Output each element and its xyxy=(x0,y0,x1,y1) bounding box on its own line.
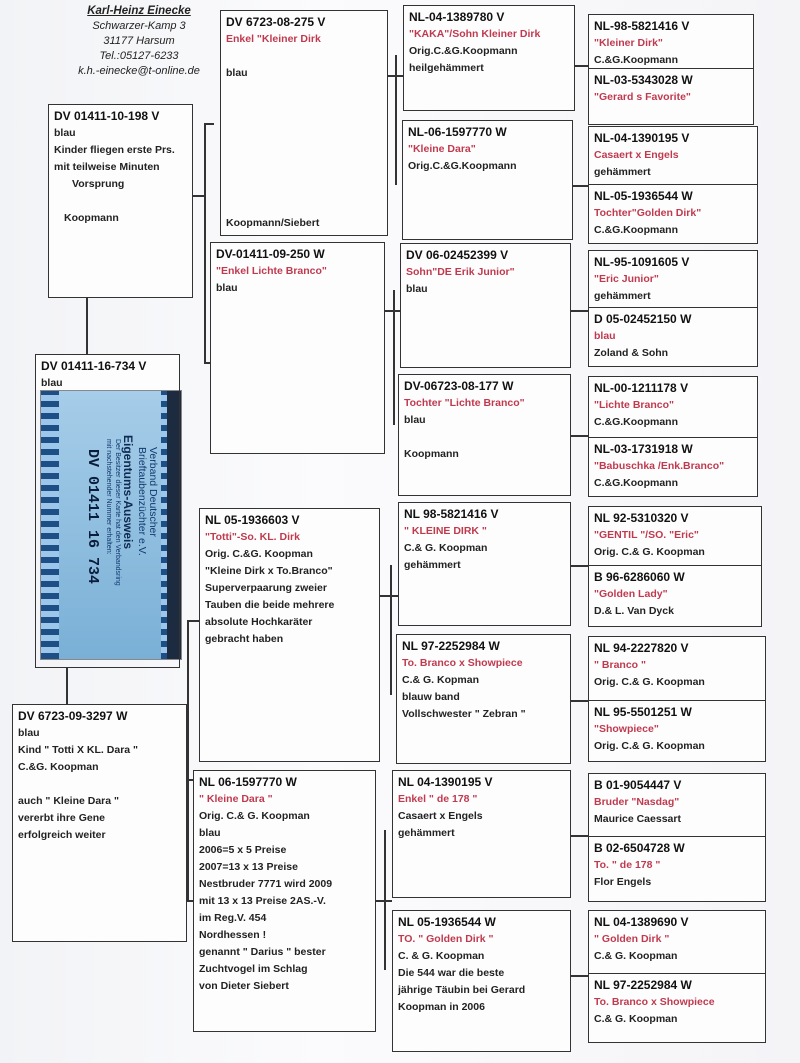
pigeon-info-line: auch " Kleine Dara " xyxy=(18,795,119,807)
pigeon-box-mother xyxy=(12,704,187,942)
pigeon-info-line: Tochter "Lichte Branco" xyxy=(404,397,525,409)
ring-number: DV 06-02452399 V xyxy=(406,248,509,262)
pigeon-info-line: C.&G.Koopmann xyxy=(594,416,678,428)
ring-number: NL 92-5310320 V xyxy=(594,511,689,525)
pigeon-info-line: gehämmert xyxy=(594,290,651,302)
pigeon-info-line: Vollschwester " Zebran " xyxy=(402,708,526,720)
ring-number: DV 6723-09-3297 W xyxy=(18,709,128,723)
connector-line xyxy=(571,835,588,837)
pigeon-info-line xyxy=(226,150,382,167)
pigeon-box-g11 xyxy=(588,636,766,701)
pigeon-box-g2 xyxy=(588,68,754,125)
pigeon-info-line: erfolgreich weiter xyxy=(18,829,106,841)
pigeon-info-line: blauw band xyxy=(402,691,460,703)
pigeon-info-line: To. Branco x Showpiece xyxy=(594,996,715,1008)
breeder-header xyxy=(64,4,214,79)
connector-line xyxy=(573,185,588,187)
card-title: Eigentums-Ausweis xyxy=(121,435,135,550)
pigeon-info-line: "Golden Lady" xyxy=(594,588,668,600)
pigeon-info-line: Bruder "Nasdag" xyxy=(594,796,680,808)
pigeon-box-g6 xyxy=(588,307,758,367)
pigeon-info-line: Nordhessen ! xyxy=(199,929,267,941)
pigeon-info-line: blau xyxy=(216,282,238,294)
pigeon-info-line xyxy=(54,193,187,210)
pigeon-box-mmf xyxy=(392,770,571,898)
pigeon-info-line: D.& L. Van Dyck xyxy=(594,605,674,617)
pigeon-info-line: blau xyxy=(54,127,76,139)
ring-number: NL 04-1390195 V xyxy=(398,775,493,789)
pigeon-info-line xyxy=(226,184,382,201)
pigeon-box-g7 xyxy=(588,376,758,438)
pigeon-box-ffm xyxy=(402,120,573,240)
pigeon-box-g4 xyxy=(588,184,758,244)
connector-line xyxy=(192,195,204,197)
pigeon-info-line: C.& G. Koopman xyxy=(594,950,678,962)
pigeon-info-line xyxy=(226,167,382,184)
pigeon-box-g3 xyxy=(588,126,758,186)
pigeon-info-line xyxy=(226,133,382,150)
ring-number: NL 05-1936544 W xyxy=(398,915,496,929)
pigeon-info-line: C.& G. Koopman xyxy=(404,542,488,554)
pigeon-info-line: To. " de 178 " xyxy=(594,859,661,871)
pigeon-info-line: Sohn"DE Erik Junior" xyxy=(406,266,515,278)
connector-line xyxy=(571,310,588,312)
connector-line xyxy=(187,620,189,900)
connector-line xyxy=(571,435,588,437)
breeder-street: Schwarzer-Kamp 3 xyxy=(92,20,186,32)
pigeon-box-g15 xyxy=(588,910,766,974)
ring-number: NL 94-2227820 V xyxy=(594,641,689,655)
pigeon-info-line xyxy=(226,48,382,65)
pigeon-info-line: "Kleine Dirk x To.Branco" xyxy=(205,565,333,577)
pigeon-info-line: TO. " Golden Dirk " xyxy=(398,933,494,945)
breeder-name: Karl-Heinz Einecke xyxy=(87,5,191,17)
pigeon-box-mf xyxy=(199,508,380,762)
connector-line xyxy=(571,700,588,702)
ring-number: DV-01411-09-250 W xyxy=(216,247,325,261)
pigeon-info-line: C.&G. Koopman xyxy=(18,761,99,773)
pigeon-info-line: Orig.C.&G.Koopmann xyxy=(408,160,517,172)
ring-number: DV 6723-08-275 V xyxy=(226,15,326,29)
connector-line xyxy=(571,975,588,977)
pigeon-info-line: Enkel "Kleiner Dirk xyxy=(226,33,321,45)
pigeon-box-g10 xyxy=(588,565,762,627)
connector-line xyxy=(66,668,68,704)
pigeon-info-line: " Golden Dirk " xyxy=(594,933,670,945)
pigeon-box-mfm xyxy=(396,634,571,764)
pigeon-box-g13 xyxy=(588,773,766,837)
ring-number: NL-05-1936544 W xyxy=(594,189,693,203)
pigeon-info-line: "Gerard s Favorite" xyxy=(594,91,691,103)
ring-number: B 01-9054447 V xyxy=(594,778,682,792)
pigeon-info-line: "Showpiece" xyxy=(594,723,659,735)
pigeon-info-line: Flor Engels xyxy=(594,876,652,888)
pigeon-info-line: blau xyxy=(18,727,40,739)
pigeon-info-line: " Branco " xyxy=(594,659,646,671)
pigeon-box-g14 xyxy=(588,836,766,902)
pigeon-box-g1 xyxy=(588,14,754,70)
pigeon-box-mmm xyxy=(392,910,571,1052)
pigeon-info-line xyxy=(226,116,382,133)
pigeon-box-fm xyxy=(210,242,385,454)
pigeon-info-line: Vorsprung xyxy=(72,178,125,190)
card-org-line1: Verband Deutscher xyxy=(147,447,159,537)
pigeon-info-line: jährige Täubin bei Gerard xyxy=(398,984,526,996)
pigeon-info-line: To. Branco x Showpiece xyxy=(402,657,523,669)
pigeon-info-line: "Kleine Dara" xyxy=(408,143,476,155)
connector-line xyxy=(390,565,392,695)
pigeon-info-line: Casaert x Engels xyxy=(398,810,483,822)
pigeon-info-line: absolute Hochkaräter xyxy=(205,616,313,628)
pigeon-info-line: blau xyxy=(404,414,426,426)
pigeon-info-line: C.&G.Koopmann xyxy=(594,224,678,236)
pigeon-box-g12 xyxy=(588,700,766,762)
pigeon-info-line: von Dieter Siebert xyxy=(199,980,289,992)
pigeon-box-mm xyxy=(193,770,376,1032)
ring-number: NL-04-1389780 V xyxy=(409,10,505,24)
pigeon-info-line xyxy=(226,82,382,99)
pigeon-info-line: im Reg.V. 454 xyxy=(199,912,267,924)
pigeon-info-line: C.& G. Kopman xyxy=(402,674,480,686)
card-note-line1: Der Besitzer dieser Karte hat den Verbandsring xyxy=(114,439,121,586)
pigeon-info-line: "Lichte Branco" xyxy=(594,399,674,411)
pigeon-info-line: "Enkel Lichte Branco" xyxy=(216,265,327,277)
pigeon-info-line: Nestbruder 7771 wird 2009 xyxy=(199,878,333,890)
pigeon-info-line: Orig. C.& G. Koopman xyxy=(594,546,705,558)
connector-line xyxy=(187,620,199,622)
pigeon-info-line: genannt " Darius " bester xyxy=(199,946,326,958)
pigeon-info-line: Enkel " de 178 " xyxy=(398,793,478,805)
pigeon-info-line: Tochter"Golden Dirk" xyxy=(594,207,702,219)
ring-number: NL-98-5821416 V xyxy=(594,19,690,33)
pigeon-box-fmf xyxy=(400,243,571,368)
pigeon-info-line: Superverpaarung zweier xyxy=(205,582,327,594)
connector-line xyxy=(571,565,588,567)
pigeon-box-g8 xyxy=(588,437,758,497)
ring-number: DV 01411-16-734 V xyxy=(41,359,147,373)
pigeon-info-line xyxy=(404,429,565,446)
pigeon-info-line: mit 13 x 13 Preise 2AS.-V. xyxy=(199,895,326,907)
ring-number: NL-06-1597770 W xyxy=(408,125,507,139)
breeder-city: 31177 Harsum xyxy=(103,35,175,47)
pigeon-info-line: " KLEINE DIRK " xyxy=(404,525,487,537)
pigeon-info-line: Orig. C.&G. Koopman xyxy=(205,548,313,560)
pigeon-info-line: Kind " Totti X KL. Dara " xyxy=(18,744,139,756)
ring-number: NL 97-2252984 W xyxy=(594,978,692,992)
ring-number: NL-00-1211178 V xyxy=(594,381,689,395)
card-org-line2: Brieftaubenzüchter e.V. xyxy=(136,447,148,556)
connector-line xyxy=(204,123,214,125)
connector-line xyxy=(395,55,397,185)
pigeon-info-line: "GENTIL "/SO. "Eric" xyxy=(594,529,699,541)
pigeon-info-line: "Kleiner Dirk" xyxy=(594,37,663,49)
pigeon-info-line: blau xyxy=(41,377,63,389)
breeder-email: k.h.-einecke@t-online.de xyxy=(78,65,200,77)
ring-number: NL 98-5821416 V xyxy=(404,507,499,521)
pigeon-info-line: Koopmann xyxy=(404,448,459,460)
pigeon-info-line xyxy=(226,99,382,116)
pigeon-info-line: Koopmann/Siebert xyxy=(226,217,320,229)
pigeon-info-line: Zoland & Sohn xyxy=(594,347,669,359)
connector-line xyxy=(204,123,206,363)
pigeon-info-line: gehämmert xyxy=(398,827,455,839)
pigeon-info-line: C.& G. Koopman xyxy=(594,1013,678,1025)
pigeon-box-father xyxy=(48,104,193,298)
ring-number: DV 01411-10-198 V xyxy=(54,109,160,123)
pigeon-box-ff xyxy=(220,10,388,236)
pigeon-info-line: "Totti"-So. KL. Dirk xyxy=(205,531,300,543)
ring-number: NL-03-5343028 W xyxy=(594,73,693,87)
pigeon-info-line: Koopmann xyxy=(64,212,119,224)
connector-line xyxy=(384,830,386,970)
pigeon-info-line: Zuchtvogel im Schlag xyxy=(199,963,308,975)
ring-number: NL 06-1597770 W xyxy=(199,775,297,789)
connector-line xyxy=(86,297,88,354)
pigeon-box-mff xyxy=(398,502,571,626)
pigeon-info-line: Koopman in 2006 xyxy=(398,1001,485,1013)
pigeon-info-line: C.&G.Koopmann xyxy=(594,477,678,489)
ring-number: NL 04-1389690 V xyxy=(594,915,689,929)
ring-number: NL 95-5501251 W xyxy=(594,705,692,719)
pigeon-info-line: gehämmert xyxy=(594,166,651,178)
subject-frame xyxy=(35,354,180,668)
ring-number: NL-95-1091605 V xyxy=(594,255,690,269)
pigeon-info-line: 2007=13 x 13 Preise xyxy=(199,861,298,873)
pigeon-info-line: blau xyxy=(594,330,616,342)
ring-number: DV-06723-08-177 W xyxy=(404,379,514,393)
pigeon-info-line: vererbt ihre Gene xyxy=(18,812,105,824)
pigeon-info-line: "KAKA"/Sohn Kleiner Dirk xyxy=(409,28,541,40)
pigeon-info-line: blau xyxy=(226,67,248,79)
pigeon-info-line: gehämmert xyxy=(404,559,461,571)
ring-number: NL 97-2252984 W xyxy=(402,639,500,653)
ring-number: NL-04-1390195 V xyxy=(594,131,690,145)
pigeon-info-line: Maurice Caessart xyxy=(594,813,681,825)
pigeon-info-line: Tauben die beide mehrere xyxy=(205,599,335,611)
pigeon-info-line: gebracht haben xyxy=(205,633,284,645)
pigeon-info-line: "Eric Junior" xyxy=(594,273,659,285)
pigeon-info-line: "Babuschka /Enk.Branco" xyxy=(594,460,725,472)
breeder-phone: Tel.:05127-6233 xyxy=(99,50,179,62)
pigeon-info-line xyxy=(18,776,181,793)
pigeon-box-g9 xyxy=(588,506,762,566)
pigeon-info-line: Die 544 war die beste xyxy=(398,967,505,979)
pigeon-box-fff xyxy=(403,5,575,111)
pigeon-info-line: heilgehämmert xyxy=(409,62,484,74)
pigeon-info-line: 2006=5 x 5 Preise xyxy=(199,844,287,856)
ring-number: B 96-6286060 W xyxy=(594,570,685,584)
pigeon-info-line: blau xyxy=(199,827,221,839)
pigeon-box-fmm xyxy=(398,374,571,496)
pigeon-info-line: blau xyxy=(406,283,428,295)
pigeon-info-line: Orig. C.& G. Koopman xyxy=(594,740,705,752)
ring-number: D 05-02452150 W xyxy=(594,312,692,326)
connector-line xyxy=(393,290,395,425)
ring-number: NL 05-1936603 V xyxy=(205,513,300,527)
ring-number: B 02-6504728 W xyxy=(594,841,685,855)
pigeon-info-line: C. & G. Koopman xyxy=(398,950,485,962)
pigeon-info-line: Casaert x Engels xyxy=(594,149,679,161)
pigeon-box-g5 xyxy=(588,250,758,308)
pigeon-info-line: mit teilweise Minuten xyxy=(54,161,160,173)
pigeon-info-line: Orig. C.& G. Koopman xyxy=(594,676,705,688)
card-ring-number: DV 01411 16 734 xyxy=(84,449,101,585)
pigeon-info-line: Kinder fliegen erste Prs. xyxy=(54,144,175,156)
ring-number: NL-03-1731918 W xyxy=(594,442,693,456)
pigeon-info-line: C.&G.Koopmann xyxy=(594,54,678,66)
pigeon-info-line: Orig. C.& G. Koopman xyxy=(199,810,310,822)
card-note-line2: mit nachstehender Nummer erhalten: xyxy=(105,439,112,555)
connector-line xyxy=(380,595,398,597)
pigeon-box-g16 xyxy=(588,973,766,1043)
pigeon-info-line: Orig.C.&G.Koopmann xyxy=(409,45,518,57)
pigeon-info-line: " Kleine Dara " xyxy=(199,793,273,805)
